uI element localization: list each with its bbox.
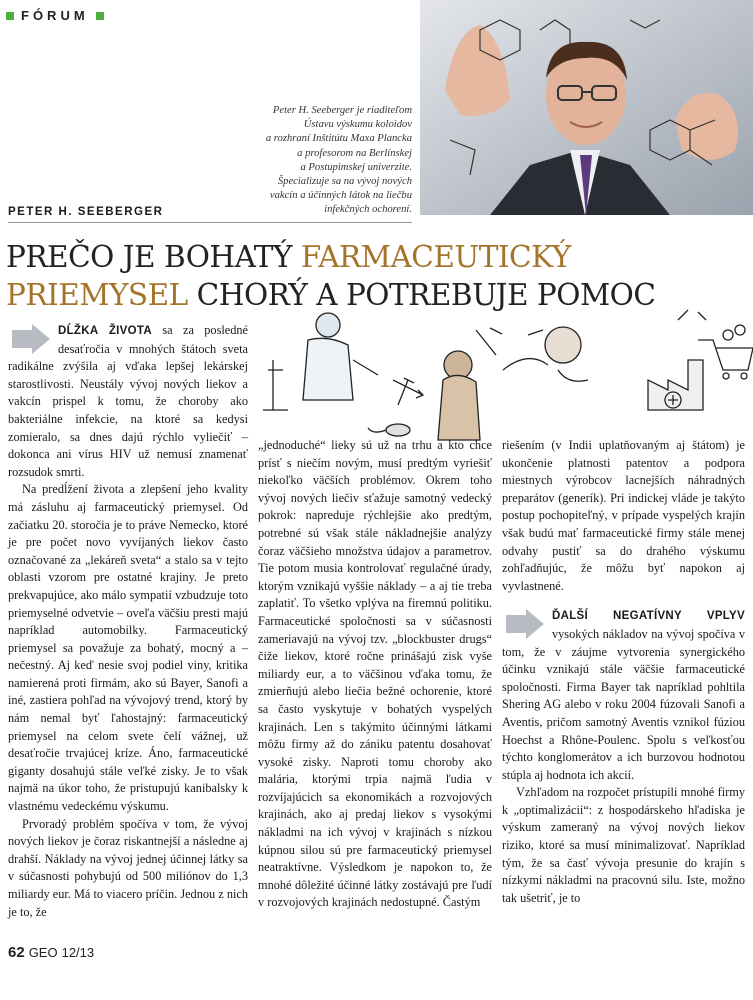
caption-line: Ústavu výskumu koloidov (303, 119, 412, 131)
magazine-name: GEO (28, 945, 58, 960)
article-paragraph: Prvoradý problém spočíva v tom, že vývoj nových liekov je čoraz riskantnejší a následne aj drahší. Náklady na vývoj jednej účinnej látky sa v súčasnosti pohybujú od 500 miliónov do 1,3 miliardy eur. Má to viacero príčin. Jednou z nich je to, že (8, 816, 248, 919)
section-label-text: FÓRUM (21, 8, 89, 23)
arrow-right-icon (8, 322, 54, 356)
photo-caption (230, 104, 412, 218)
arrow-right-icon (502, 607, 548, 641)
author-divider (8, 222, 412, 223)
caption-line: a rozhraní Inštitútu Maxa Plancka (265, 133, 412, 145)
lead-word: DĹŽKA ŽIVOTA (58, 325, 152, 337)
article-column-3 (502, 437, 745, 907)
green-square-icon (6, 12, 14, 20)
caption-line: Špecializuje sa na vývoj nových (277, 176, 412, 188)
article-column-2 (258, 437, 492, 912)
article-paragraph (502, 607, 745, 784)
article-paragraph: riešením (v Indii uplatňovaným aj štátom) je ukončenie platnosti patentov a podpora miestnych výrobcov lacnejších náhradných preparátov (generík). Pri indickej vláde je takýto postup pochopiteľný, v prípade vyspelých krajín však budú mať farmaceutické firmy stále menej odvahy pustiť sa do drahého výskumu zohľadňujúc, že môžu byť napokon aj vyvlastnené. (502, 438, 745, 593)
author-photo (420, 0, 753, 215)
page-footer (8, 944, 94, 961)
author-name: PETER H. SEEBERGER (8, 206, 164, 218)
article-paragraph: „jednoduché“ lieky sú už na trhu a kto chce prísť s niečím novým, musí predtým vyriešiť niekoľko väčších problémov. Okrem toho vývoj nových liečiv sťažuje samotný vedecký pokrok: napreduje rýchlejšie ako predtým, potrebné sú však stále nákladnejšie analýzy čoraz väčšieho množstva údajov a parametrov. Tie potom musia kontrolovať regulačné úrady, ktorým vznikajú vyššie náklady – a aj tie treba zaplatiť. To všetko vplýva na firemnú politiku. Farmaceutické spoločnosti sa v súčasnosti zameriavajú na vývoj tzv. „blockbuster drugs“ čiže liekov, ktoré ročne prinášajú zisk vyše miliardy eur, a to väčšinou vďaka tomu, že zmierňujú alebo liečia bežné ochorenie, ktoré sa často vyskytuje v bohatých vyspelých krajinách. Len s takýmito účinnými látkami môžu firmy až do zániku patentu dosahovať vysoké zisky. Naproti tomu choroby ako malária, ktorými trpia najmä ľudia v rozvíjajúcich sa ekonomikách a rozvojových krajinách, ako aj predaj liekov s vysokými nákladmi na ich vývoj v krajinách s nízkou kúpnou silou sú pre farmaceutický priemysel neatraktívne. Výsledkom je napokon to, že mnohé dôležité účinné látky zostávajú pre ľudí v rozvojových krajinách nedostupné. Častým (258, 438, 492, 910)
article-paragraph: Na predĺžení života a zlepšení jeho kvality má zásluhu aj farmaceutický priemysel. Od začiatku 20. storočia je to práve Nemecko, ktoré je pre počet novo vyvíjaných liekov často označované za „lekáreň sveta“ a stalo sa v tejto oblasti vzorom pre ostatné krajiny. Je preto prekvapujúce, ako málo sympatií vzbudzuje toto priemyselné odvetvie – oveľa väčšiu presti majú napríklad automobilky. Farmaceutický priemysel sa považuje za bohatý, mocný a – nečestný. Aj keď nesie svoj podiel viny, kritika namierená proti firmám, ako sú Bayer, Sanofi a iné, zastiera pohľad na vývojový trend, ktorý by nám nemal byť ľahostajný: farmaceutický priemysel na celom svete čelí vážnej, už desaťročie trvajúcej kríze. Áno, farmaceutické giganty dosahujú stále veľké zisky. Je to však najmä na úkor toho, že pristupujú kanibalsky k vlastnému vedeckému výskumu. (8, 482, 248, 814)
headline-accent: PRIEMYSEL (6, 278, 188, 312)
caption-line: a Postupimskej univerzite. (300, 161, 412, 173)
paragraph-text: sa za posledné desaťročia v mnohých štátoch sveta radikálne zvýšila aj vďaka lepšej lekárskej starostlivosti. Neustály vývoj nových liekov a vakcín prispel k tomu, že choroby ako bakteriálne infekcie, na ktoré sa kedysi zomieralo, sa dnes dajú rýchlo vyliečiť – dokonca ani vírus HIV už nemusí znamenať rozsudok smrti. (8, 323, 248, 479)
lead-word: ĎALŠÍ NEGATÍVNY VPLYV (552, 610, 745, 623)
article-paragraph: Vzhľadom na rozpočet prístupili mnohé firmy k „optimalizácii“: z hospodárskeho hľadiska je výskum zameraný na vývoj nových liekov riziko, ktoré sa musí minimalizovať. Napríklad tým, že sa časť vývoja presunie do krajín s nízkymi nákladmi na pracovnú silu. Iste, možno tak ušetriť, je to (502, 785, 745, 905)
headline-accent: FARMACEUTICKÝ (300, 240, 571, 274)
headline-part: PREČO JE BOHATÝ (6, 240, 301, 274)
headline-part: CHORÝ A POTREBUJE POMOC (187, 278, 656, 312)
paragraph-text: vysokých nákladov na vývoj spočíva v tom, že v záujme vytvorenia synergického účinku vznikajú stále väčšie farmaceutické spoločnosti. Firma Bayer tak napríklad pohltila Shering AG alebo v roku 2004 fúzovali Sanofi a Aventis, pričom samotný Aventis vznikol fúziou Hoechst a Rhône-Poulenc. Spolu s veľkosťou týchto konglomerátov a ich burzovou hodnotou stúpla aj hodnota ich akcií. (502, 626, 745, 782)
section-label (6, 8, 104, 23)
page-number: 62 (8, 944, 25, 961)
article-paragraph (8, 322, 248, 481)
issue-number: 12/13 (61, 945, 95, 960)
caption-line: vakcín a účinných látok na liečbu (269, 190, 412, 202)
caption-line: infekčných ochorení. (324, 204, 412, 216)
illustration-strip (258, 300, 753, 460)
article-column-1 (8, 322, 248, 921)
caption-line: a profesorom na Berlínskej (297, 147, 412, 159)
green-square-icon (96, 12, 104, 20)
caption-line: Peter H. Seeberger je riaditeľom (272, 105, 412, 116)
